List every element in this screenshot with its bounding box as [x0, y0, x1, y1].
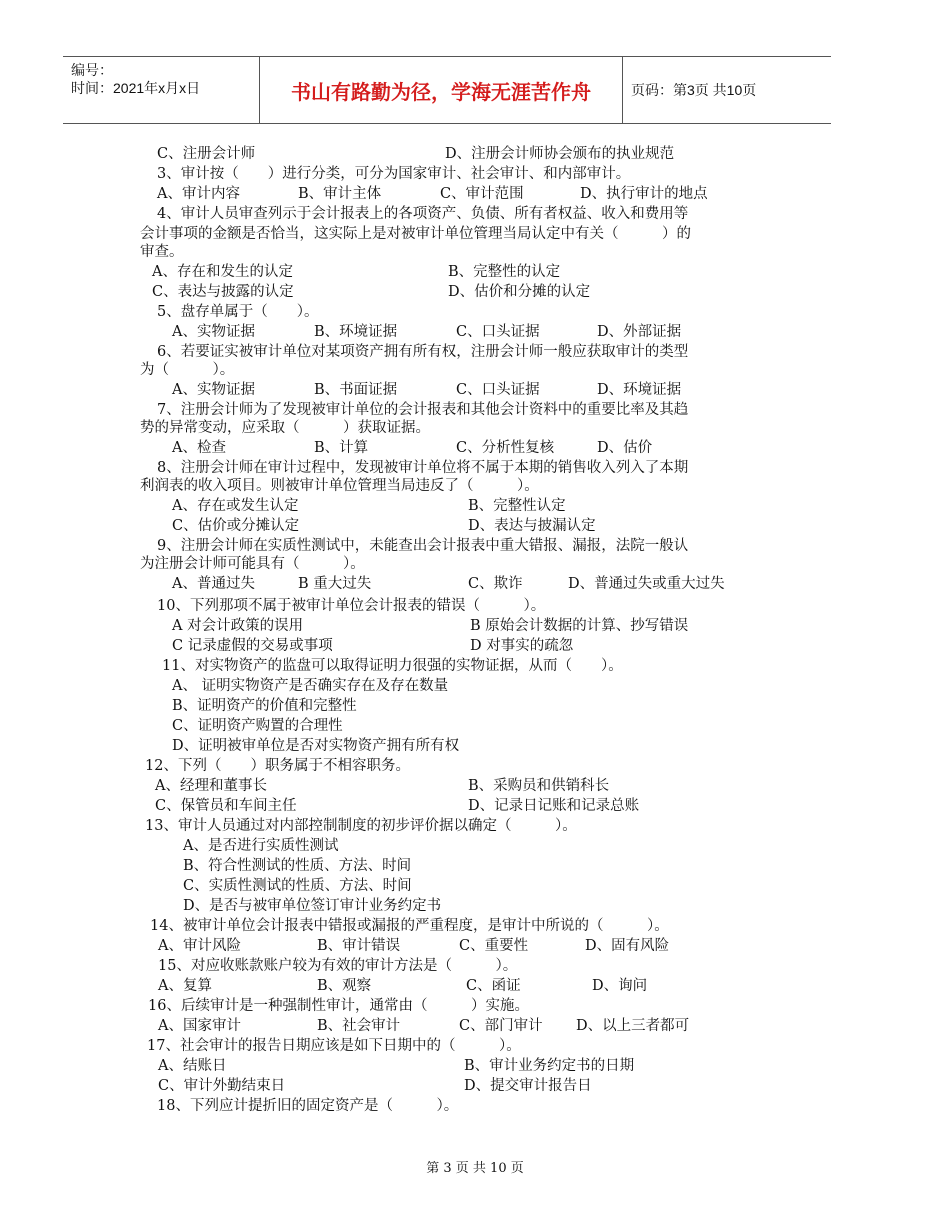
option-text: C、欺诈	[468, 576, 523, 592]
question-line: B、证明资产的价值和完整性	[172, 698, 357, 714]
option-text: A、复算	[158, 978, 212, 994]
question-line: D、证明被审单位是否对实物资产拥有所有权	[172, 738, 460, 754]
question-line: 审查。	[140, 244, 184, 260]
question-line: 会计事项的金额是否恰当，这实际上是对被审计单位管理当局认定中有关（ ）的	[140, 226, 691, 242]
question-line: 4、审计人员审查列示于会计报表上的各项资产、负债、所有者权益、收入和费用等	[157, 206, 689, 222]
header-divider	[622, 57, 623, 123]
option-text: A、检查	[172, 440, 226, 456]
option-text: D、环境证据	[597, 382, 682, 398]
option-text: B、审计主体	[298, 186, 382, 202]
question-line: A、 证明实物资产是否确实存在及存在数量	[172, 678, 449, 694]
header-meta	[71, 61, 200, 97]
question-line: B、符合性测试的性质、方法、时间	[183, 858, 412, 874]
question-line: D、是否与被审单位签订审计业务约定书	[183, 898, 442, 914]
option-text: C、审计范围	[440, 186, 524, 202]
option-text: A、经理和董事长	[155, 778, 267, 794]
question-line: 9、注册会计师在实质性测试中，未能查出会计报表中重大错报、漏报，法院一般认	[157, 538, 689, 554]
option-text: D、估价	[597, 440, 653, 456]
option-text: D、记录日记账和记录总账	[468, 798, 640, 814]
question-line: 16、后续审计是一种强制性审计，通常由（ ）实施。	[148, 998, 529, 1014]
option-text: C、口头证据	[456, 382, 540, 398]
question-line: 14、被审计单位会计报表中错报或漏报的严重程度，是审计中所说的（ ）。	[150, 918, 669, 934]
question-line: 为（ ）。	[140, 362, 235, 378]
question-line: 为注册会计师可能具有（ ）。	[140, 556, 365, 572]
option-text: C、保管员和车间主任	[155, 798, 297, 814]
option-text: C、分析性复核	[456, 440, 555, 456]
option-text: D、以上三者都可	[576, 1018, 690, 1034]
option-text: D、表达与披漏认定	[468, 518, 596, 534]
question-line: 7、注册会计师为了发现被审计单位的会计报表和其他会计资料中的重要比率及其趋	[157, 402, 689, 418]
question-line: 12、下列（ ）职务属于不相容职务。	[145, 758, 410, 774]
option-text: D、执行审计的地点	[580, 186, 708, 202]
option-text: C、注册会计师	[157, 146, 256, 162]
option-text: A 对会计政策的误用	[172, 618, 304, 634]
number-label: 编号：	[71, 62, 113, 78]
option-text: B、审计错误	[317, 938, 401, 954]
option-text: C、表达与披露的认定	[152, 284, 294, 300]
option-text: D、询问	[592, 978, 648, 994]
option-text: B、完整性认定	[468, 498, 566, 514]
question-line: 势的异常变动，应采取（ ）获取证据。	[140, 420, 430, 436]
option-text: A、结账日	[158, 1058, 227, 1074]
option-text: B 原始会计数据的计算、抄写错误	[470, 618, 689, 634]
option-text: B、书面证据	[314, 382, 398, 398]
question-line: C、证明资产购置的合理性	[172, 718, 343, 734]
page-footer: 第 3 页 共 10 页	[426, 1161, 524, 1176]
question-line: 17、社会审计的报告日期应该是如下日期中的（ ）。	[147, 1038, 521, 1054]
option-text: D、固有风险	[585, 938, 670, 954]
option-text: C 记录虚假的交易或事项	[172, 638, 333, 654]
option-text: C、口头证据	[456, 324, 540, 340]
option-text: B、环境证据	[314, 324, 398, 340]
option-text: D 对事实的疏忽	[470, 638, 574, 654]
question-line: 11、对实物资产的监盘可以取得证明力很强的实物证据，从而（ ）。	[162, 658, 623, 674]
option-text: A、普通过失	[172, 576, 255, 592]
option-text: B、完整性的认定	[448, 264, 561, 280]
question-line: 13、审计人员通过对内部控制制度的初步评价据以确定（ ）。	[145, 818, 577, 834]
option-text: A、实物证据	[172, 382, 255, 398]
option-text: A、实物证据	[172, 324, 255, 340]
option-text: C、重要性	[459, 938, 529, 954]
option-text: A、审计风险	[158, 938, 241, 954]
question-line: 5、盘存单属于（ ）。	[157, 304, 319, 320]
question-line: 18、下列应计提折旧的固定资产是（ ）。	[157, 1098, 459, 1114]
question-line: 3、审计按（ ）进行分类，可分为国家审计、社会审计、和内部审计。	[157, 166, 631, 182]
option-text: B 重大过失	[298, 576, 372, 592]
option-text: D、注册会计师协会颁布的执业规范	[445, 146, 675, 162]
question-line: 6、若要证实被审计单位对某项资产拥有所有权，注册会计师一般应获取审计的类型	[157, 344, 689, 360]
question-line: 10、下列那项不属于被审计单位会计报表的错误（ ）。	[157, 598, 546, 614]
option-text: A、国家审计	[158, 1018, 241, 1034]
option-text: C、函证	[466, 978, 521, 994]
option-text: C、审计外勤结束日	[158, 1078, 286, 1094]
option-text: A、存在或发生认定	[172, 498, 299, 514]
question-line: 利润表的收入项目。则被审计单位管理当局违反了（ ）。	[140, 478, 539, 494]
option-text: D、外部证据	[597, 324, 682, 340]
time-label: 时间：2021年x月x日	[71, 80, 201, 96]
option-text: A、审计内容	[157, 186, 240, 202]
page-header	[63, 56, 831, 124]
header-page-code: 页码：第3页 共10页	[631, 82, 757, 98]
option-text: A、存在和发生的认定	[152, 264, 293, 280]
option-text: D、估价和分摊的认定	[448, 284, 591, 300]
option-text: C、估价或分摊认定	[172, 518, 300, 534]
question-line: 15、对应收账款账户较为有效的审计方法是（ ）。	[158, 958, 518, 974]
option-text: B、计算	[314, 440, 369, 456]
option-text: C、部门审计	[459, 1018, 543, 1034]
option-text: D、提交审计报告日	[464, 1078, 592, 1094]
header-motto: 书山有路勤为径，学海无涯苦作舟	[291, 79, 591, 104]
question-line: 8、注册会计师在审计过程中，发现被审计单位将不属于本期的销售收入列入了本期	[157, 460, 689, 476]
option-text: B、审计业务约定书的日期	[464, 1058, 635, 1074]
option-text: B、观察	[317, 978, 372, 994]
option-text: B、社会审计	[317, 1018, 401, 1034]
question-line: A、是否进行实质性测试	[183, 838, 339, 854]
option-text: B、采购员和供销科长	[468, 778, 610, 794]
question-line: C、实质性测试的性质、方法、时间	[183, 878, 412, 894]
option-text: D、普通过失或重大过失	[568, 576, 725, 592]
